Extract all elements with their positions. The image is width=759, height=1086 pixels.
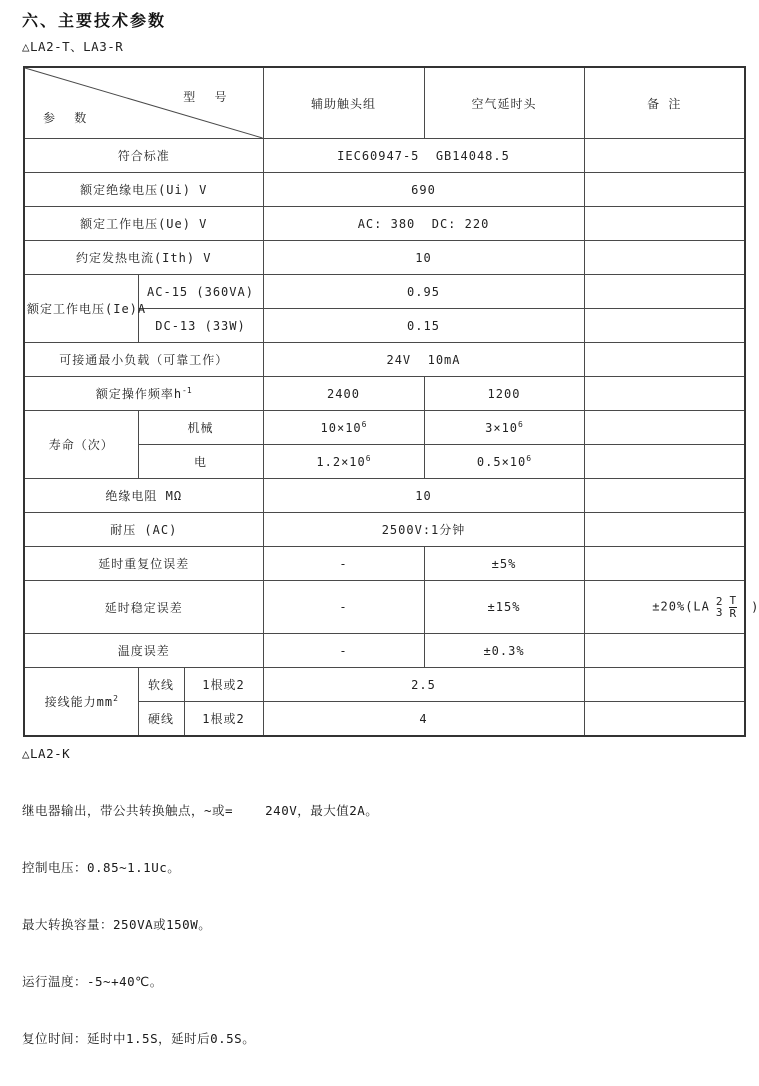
life-mech-air-value: [424, 411, 584, 445]
ith-label: 约定发热电流(Ith) V: [24, 241, 263, 275]
life-mech-aux-exp: 6: [361, 420, 367, 429]
wiring-hard-value: 4: [263, 702, 584, 737]
standard-label: 符合标准: [24, 139, 263, 173]
remark-cell-empty: [584, 445, 745, 479]
freq-label: [24, 377, 263, 411]
diagonal-header-cell: [24, 67, 263, 139]
life-elec-aux-value: [263, 445, 424, 479]
footnote-line: 控制电压：0.85~1.1Uc。: [22, 860, 181, 875]
page-title: 六、主要技术参数: [22, 11, 167, 30]
ie-ac15-value: 0.95: [263, 275, 584, 309]
ith-value: 10: [263, 241, 584, 275]
minload-label: 可接通最小负载（可靠工作）: [24, 343, 263, 377]
table-row-life-mech: [24, 411, 745, 445]
table-row-minload: [24, 343, 745, 377]
remark-cell-empty: [584, 139, 745, 173]
life-mech-air-base: 3×10: [485, 421, 519, 435]
stable-error-aux-value: -: [263, 581, 424, 634]
stable-error-air-value: ±15%: [424, 581, 584, 634]
freq-air-value: 1200: [424, 377, 584, 411]
ie-label: 额定工作电压(Ie)A: [24, 275, 138, 343]
table-header-row: [24, 67, 745, 139]
table-row-wiring-soft: [24, 668, 745, 702]
wiring-soft-count: 1根或2: [184, 668, 263, 702]
remark-fraction-23: [716, 596, 723, 619]
wiring-label-text: 接线能力mm: [44, 695, 114, 710]
remark-f1-top: 2: [715, 594, 723, 608]
life-mech-aux-value: [263, 411, 424, 445]
footnote-line: 最大转换容量：250VA或150W。: [22, 917, 212, 932]
withstand-value: 2500V:1分钟: [263, 513, 584, 547]
ue-label: 额定工作电压(Ue) V: [24, 207, 263, 241]
life-elec-air-exp: 6: [526, 454, 532, 463]
wiring-soft-value: 2.5: [263, 668, 584, 702]
table-row-ui: [24, 173, 745, 207]
remark-cell-empty: [584, 668, 745, 702]
footnote-line: 继电器输出，带公共转换触点，~或= 240V，最大值2A。: [22, 803, 379, 818]
life-mech-air-exp: 6: [518, 420, 523, 429]
remark-f1-bot: 3: [715, 606, 723, 620]
freq-label-text: 额定操作频率h: [95, 387, 183, 401]
table-row-freq: [24, 377, 745, 411]
stable-error-label: 延时稳定误差: [24, 581, 263, 634]
wiring-hard-count: 1根或2: [184, 702, 263, 737]
remark-cell-empty: [584, 173, 745, 207]
table-row-ie-ac15: [24, 275, 745, 309]
life-label: 寿命（次）: [24, 411, 138, 479]
reset-error-air-value: ±5%: [424, 547, 584, 581]
remark-cell-empty: [584, 411, 745, 445]
parameters-table: [23, 66, 759, 737]
freq-label-sup: -1: [182, 386, 192, 395]
model-subtitle: △LA2-T、LA3-R: [22, 39, 124, 54]
header-model-label: 型 号: [183, 90, 233, 104]
table-row-stable-error: [24, 581, 745, 634]
life-mech-sublabel: 机械: [138, 411, 263, 445]
footnotes: [22, 706, 740, 1086]
resistance-label: 绝缘电阻 MΩ: [24, 479, 263, 513]
reset-error-aux-value: -: [263, 547, 424, 581]
wiring-label-sup: 2: [113, 694, 118, 704]
table-row-withstand: [24, 513, 745, 547]
life-elec-aux-base: 1.2×10: [316, 455, 366, 469]
footnote-line: 复位时间：延时中1.5S，延时后0.5S。: [22, 1031, 256, 1046]
resistance-value: 10: [263, 479, 584, 513]
temp-error-label: 温度误差: [24, 634, 263, 668]
life-elec-air-base: 0.5×10: [476, 455, 527, 469]
table-row-ue: [24, 207, 745, 241]
withstand-label: 耐压 (AC): [24, 513, 263, 547]
remark-cell-empty: [584, 513, 745, 547]
header-param-label: 参 数: [43, 111, 93, 125]
table-row-ith: [24, 241, 745, 275]
remark-cell-empty: [584, 377, 745, 411]
remark-f2-bot: R: [729, 606, 737, 620]
remark-cell-empty: [584, 207, 745, 241]
standard-value: IEC60947-5 GB14048.5: [263, 139, 584, 173]
wiring-hard-type: 硬线: [138, 702, 184, 737]
remark-cell-empty: [584, 275, 745, 309]
ie-ac15-sublabel: AC-15 (360VA): [138, 275, 263, 309]
temp-error-air-value: ±0.3%: [424, 634, 584, 668]
table-row-reset-error: [24, 547, 745, 581]
table-row-standard: [24, 139, 745, 173]
freq-aux-value: 2400: [263, 377, 424, 411]
life-elec-air-value: [424, 445, 584, 479]
header-air-delay: 空气延时头: [424, 67, 584, 139]
temp-error-aux-value: -: [263, 634, 424, 668]
header-aux-contact: 辅助触头组: [263, 67, 424, 139]
stable-error-remark: [584, 581, 759, 634]
remark-cell-empty: [584, 479, 745, 513]
remark-cell-empty: [584, 547, 745, 581]
remark-cell-empty: [584, 343, 745, 377]
ui-label: 额定绝缘电压(Ui) V: [24, 173, 263, 207]
remark-fraction-tr: [729, 595, 738, 619]
ui-value: 690: [263, 173, 584, 207]
footnote-line: 运行温度：-5~+40℃。: [22, 974, 163, 989]
ie-dc13-sublabel: DC-13 (33W): [138, 309, 263, 343]
ie-dc13-value: 0.15: [263, 309, 584, 343]
life-elec-sublabel: 电: [138, 445, 263, 479]
stable-error-remark-suffix: ): [751, 599, 759, 614]
reset-error-label: 延时重复位误差: [24, 547, 263, 581]
minload-value: 24V 10mA: [263, 343, 584, 377]
wiring-soft-type: 软线: [138, 668, 184, 702]
remark-cell-empty: [584, 634, 745, 668]
stable-error-remark-prefix: ±20%(LA: [652, 599, 710, 614]
remark-f2-top: T: [729, 594, 737, 607]
header-remark: 备 注: [584, 67, 745, 139]
table-row-temp-error: [24, 634, 745, 668]
footnote-model: △LA2-K: [22, 746, 71, 761]
ue-value: AC: 380 DC: 220: [263, 207, 584, 241]
life-mech-aux-base: 10×10: [320, 421, 362, 435]
remark-cell-empty: [584, 241, 745, 275]
table-row-resistance: [24, 479, 745, 513]
life-elec-aux-exp: 6: [365, 454, 371, 463]
remark-cell-empty: [584, 309, 745, 343]
